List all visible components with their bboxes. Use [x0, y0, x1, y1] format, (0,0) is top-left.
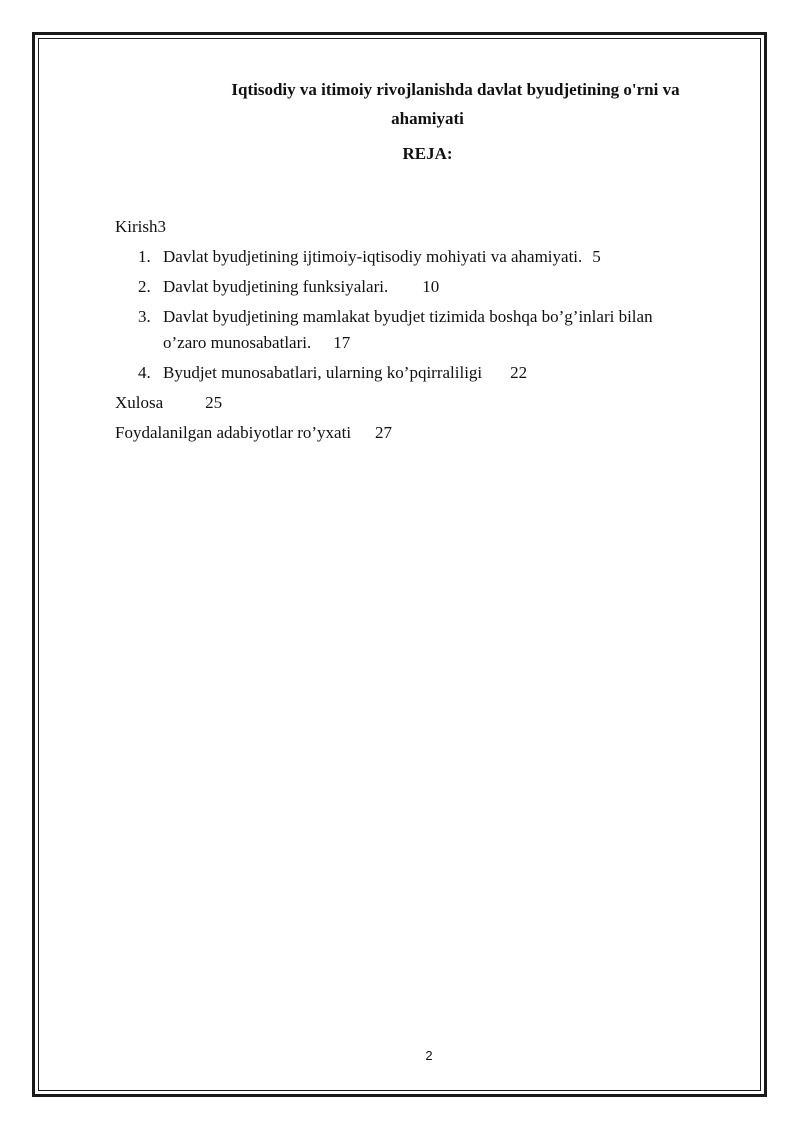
toc-item-number: 3. — [138, 307, 151, 326]
toc-item-text: Davlat byudjetining funksiyalari. — [163, 277, 389, 296]
document-title-continued: ahamiyati — [391, 109, 464, 128]
toc-references-label: Foydalanilgan adabiyotlar ro’yxati — [115, 423, 352, 442]
toc-intro-page: 3 — [157, 217, 166, 236]
plan-heading: REJA: — [402, 144, 453, 163]
toc-conclusion-label: Xulosa — [115, 393, 164, 412]
page-border-inner — [38, 38, 761, 1091]
toc-references — [115, 420, 735, 446]
table-of-contents — [115, 214, 735, 446]
toc-item-text: Davlat byudjetining mamlakat byudjet tizimida boshqa bo’g’inlari bilan — [163, 307, 653, 326]
toc-conclusion — [115, 390, 735, 416]
toc-references-page: 27 — [375, 423, 393, 442]
toc-item-text: Byudjet munosabatlari, ularning ko’pqirraliligi — [163, 363, 483, 382]
toc-item-3 — [115, 304, 735, 356]
toc-item-4 — [115, 360, 735, 386]
toc-intro-label: Kirish — [115, 217, 158, 236]
toc-item-number: 2. — [138, 277, 151, 296]
toc-item-page: 22 — [510, 363, 528, 382]
toc-conclusion-page: 25 — [205, 393, 223, 412]
toc-item-number: 4. — [138, 363, 151, 382]
toc-item-number: 1. — [138, 247, 151, 266]
document-title: Iqtisodiy va itimoiy rivojlanishda davlat byudjetining o'rni va — [231, 80, 680, 99]
toc-item-page: 10 — [422, 277, 440, 296]
toc-item-2 — [115, 274, 735, 300]
toc-item-text: Davlat byudjetining ijtimoiy-iqtisodiy mohiyati va ahamiyati. — [163, 247, 583, 266]
toc-item-text-continued: o’zaro munosabatlari. — [163, 333, 312, 352]
toc-item-page: 17 — [333, 333, 351, 352]
toc-item-page: 5 — [592, 247, 601, 266]
toc-item-1 — [115, 244, 735, 270]
toc-intro — [115, 214, 735, 240]
page-number: 2 — [425, 1048, 433, 1063]
